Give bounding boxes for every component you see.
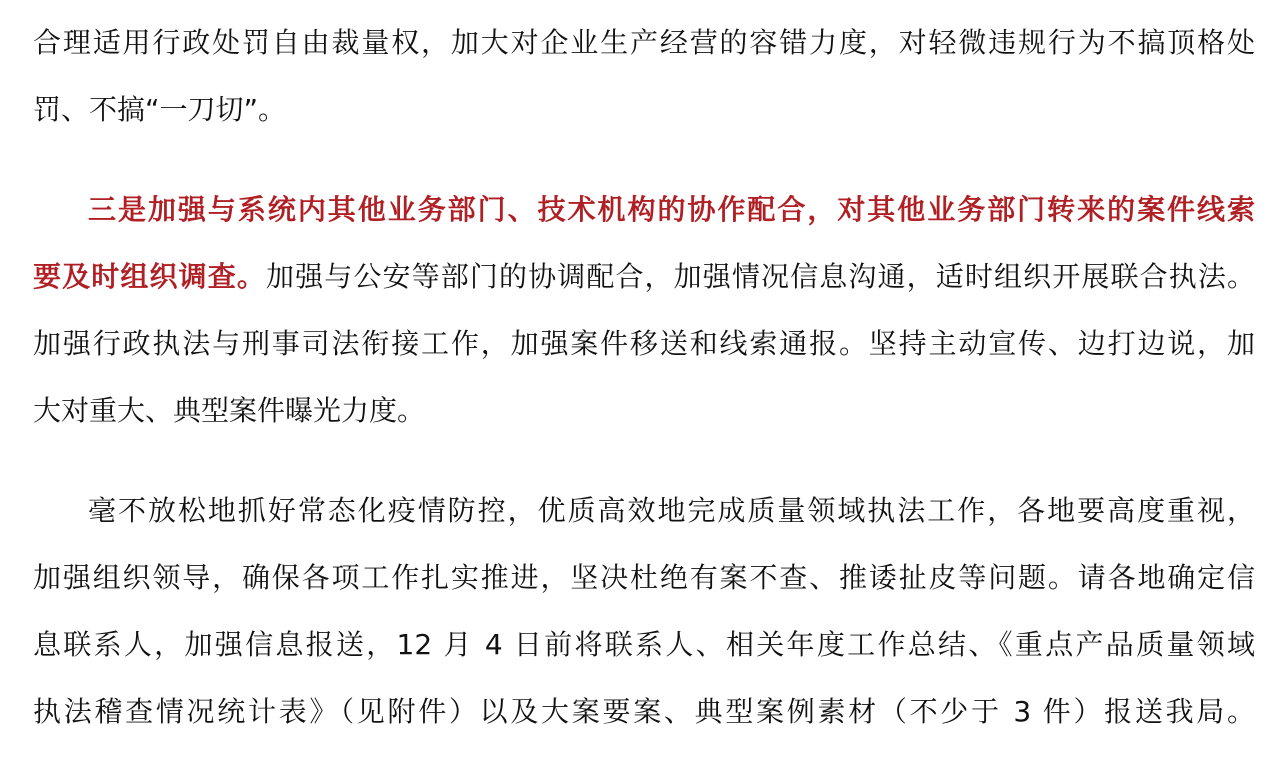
text-line: 毫不放松地抓好常态化疫情防控，优质高效地完成质量领域执法工作，各地要高度重视， (88, 494, 1255, 527)
emphasis-text: 要及时组织调查。 (33, 260, 266, 293)
text-line: 执法稽查情况统计表》（见附件）以及大案要案、典型案例素材（不少于 3 件）报送我局。 (33, 695, 1255, 728)
emphasis-text-line: 三是加强与系统内其他业务部门、技术机构的协作配合，对其他业务部门转来的案件线索 (88, 193, 1255, 226)
paragraph-2 (33, 176, 1255, 444)
text-line: 加强行政执法与刑事司法衔接工作，加强案件移送和线索通报。坚持主动宣传、边打边说，加 (33, 327, 1255, 360)
body-text: 加强与公安等部门的协调配合，加强情况信息沟通，适时组织开展联合执法。 (265, 260, 1255, 293)
text-line: 大对重大、典型案件曝光力度。 (33, 394, 426, 427)
text-line: 罚、不搞“一刀切”。 (33, 93, 287, 126)
text-line: 加强组织领导，确保各项工作扎实推进，坚决杜绝有案不查、推诿扯皮等问题。请各地确定信 (33, 561, 1255, 594)
paragraph-3 (33, 477, 1255, 745)
text-line: 合理适用行政处罚自由裁量权，加大对企业生产经营的容错力度，对轻微违规行为不搞顶格处 (33, 26, 1255, 59)
paragraph-1 (33, 9, 1255, 143)
text-line (33, 243, 1255, 310)
text-line: 息联系人，加强信息报送，12 月 4 日前将联系人、相关年度工作总结、《重点产品质量领域 (33, 628, 1255, 661)
